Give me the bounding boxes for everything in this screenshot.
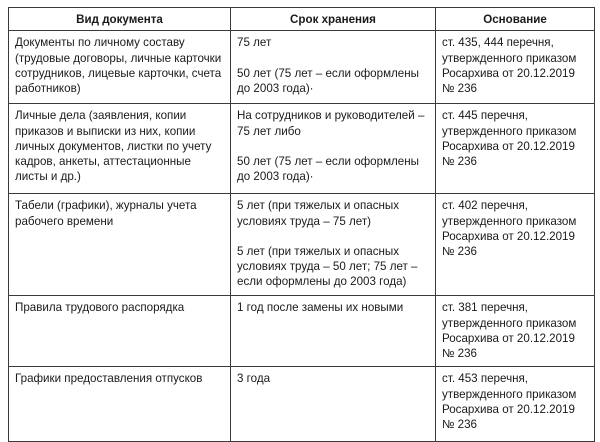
term-text: 1 год после замены их новыми [237, 301, 404, 315]
cell-retention-period [231, 194, 436, 296]
table-row [9, 194, 595, 296]
table-row [9, 104, 595, 194]
cell-retention-period [231, 104, 436, 194]
cell-document-type: Графики предоставления отпусков [9, 367, 231, 442]
table-row [9, 367, 595, 442]
term-text: 50 лет (75 лет – если оформлены до 2003 года)· [237, 66, 419, 95]
table-row [9, 31, 595, 104]
header-document-type: Вид документа [9, 8, 231, 31]
cell-retention-period [231, 367, 436, 442]
term-text: 5 лет (при тяжелых и опасных условиях труда – 75 лет) [237, 199, 400, 228]
cell-basis: ст. 453 перечня, утвержденного приказом Росархива от 20.12.2019 № 236 [436, 367, 595, 442]
cell-retention-period [231, 296, 436, 367]
cell-document-type: Правила трудового распорядка [9, 296, 231, 367]
cell-document-type: Документы по личному составу (трудовые договоры, личные карточки сотрудников, лицевые карточки, счета работников) [9, 31, 231, 104]
cell-retention-period [231, 31, 436, 104]
header-basis: Основание [436, 8, 595, 31]
cell-document-type: Табели (графики), журналы учета рабочего времени [9, 194, 231, 296]
term-text: 3 года [237, 372, 271, 386]
table-header-row [9, 8, 595, 31]
cell-document-type: Личные дела (заявления, копии приказов и выписки из них, копии личных документов, листки по учету кадров, анкеты, аттестационные листы и др.) [9, 104, 231, 194]
cell-basis: ст. 435, 444 перечня, утвержденного приказом Росархива от 20.12.2019 № 236 [436, 31, 595, 104]
table-row [9, 296, 595, 367]
term-text: На сотрудников и руководителей – 75 лет либо [237, 109, 425, 138]
cell-basis: ст. 445 перечня, утвержденного приказом Росархива от 20.12.2019 № 236 [436, 104, 595, 194]
term-text: 5 лет (при тяжелых и опасных условиях труда – 50 лет; 75 лет – если оформлены до 2003 года) [237, 244, 418, 289]
retention-table [8, 7, 595, 442]
term-text: 75 лет [237, 36, 272, 50]
term-text: 50 лет (75 лет – если оформлены до 2003 года)· [237, 154, 419, 184]
cell-basis: ст. 381 перечня, утвержденного приказом Росархива от 20.12.2019 № 236 [436, 296, 595, 367]
header-retention-period: Срок хранения [231, 8, 436, 31]
cell-basis: ст. 402 перечня, утвержденного приказом Росархива от 20.12.2019 № 236 [436, 194, 595, 296]
